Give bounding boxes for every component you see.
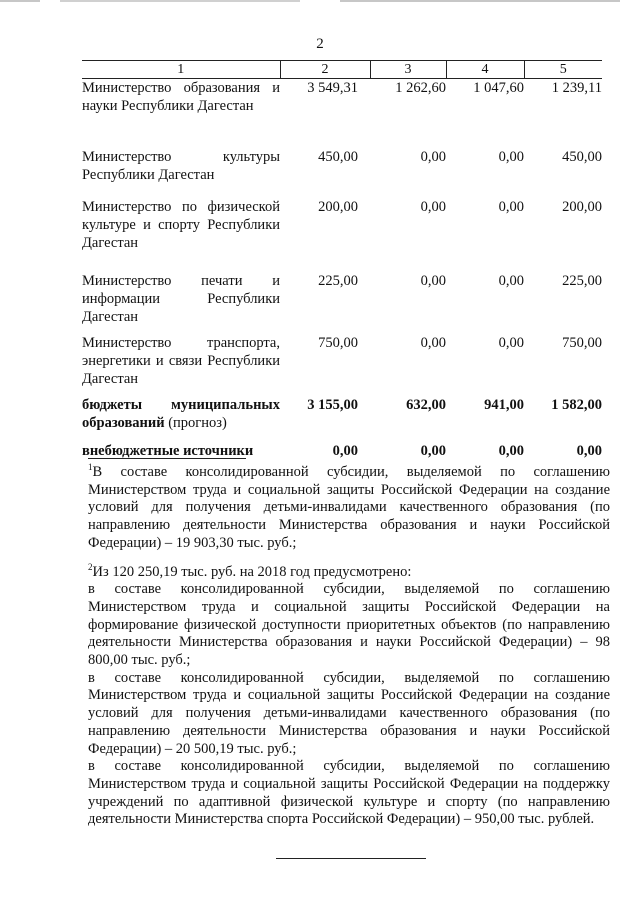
footnote-2-item: в составе консолидированной субсидии, выделяемой по соглашению Министерством труда и социальной защиты Российской Федерации на формирование физической доступности приоритетных объектов (по направлению деятельности Министерства образования и науки Российской Федерации) – 98 800,00 тыс. руб.; [88,581,610,669]
cell-2018: 0,00 [420,442,446,459]
cell-2018: 0,00 [420,148,446,165]
cell-2018: 0,00 [420,334,446,351]
cell-2018: 1 262,60 [395,80,446,96]
cell-total: 450,00 [318,148,358,165]
footnote-2-item: в составе консолидированной субсидии, выделяемой по соглашению Министерством труда и социальной защиты Российской Федерации на создание условий для получения детьми-инвалидами качественного образования (по направлению деятельности Министерства образования и науки Российской Федерации) – 20 500,19 тыс. руб.; [88,669,610,757]
cell-2019: 941,00 [484,396,524,413]
cell-2020: 0,00 [576,442,602,459]
table-row [82,148,602,198]
scan-edge-artifact [0,0,640,2]
cell-2019: 0,00 [498,442,524,459]
cell-2018: 0,00 [420,198,446,215]
table-row [82,198,602,272]
cell-total: 750,00 [318,334,358,351]
row-name [82,396,280,442]
cell-2019: 0,00 [498,272,524,289]
end-separator [276,858,426,859]
cell-2020: 225,00 [562,272,602,289]
footnote-marker: 1 [88,462,93,472]
cell-total: 3 549,31 [307,80,358,96]
footnote-text: Из 120 250,19 тыс. руб. на 2018 год предусмотрено: [92,563,412,580]
footnote-marker: 2 [88,561,93,572]
row-name: Министерство транспорта, энергетики и связи Республики Дагестан [82,334,280,387]
table-header-row [82,61,602,79]
column-header: 4 [446,61,524,79]
column-header: 1 [82,61,280,79]
footnote-text: В составе консолидированной субсидии, выделяемой по соглашению Министерством труда и социальной защиты Российской Федерации на создание условий для получения детьми-инвалидами качественного образования (по направлению деятельности Министерства образования и науки Российской Федерации) – 19 903,30 тыс. руб.; [88,464,610,551]
cell-2020: 1 582,00 [551,396,602,413]
footnotes [88,464,610,829]
cell-total: 0,00 [332,442,358,459]
row-name-bold: бюджеты муниципальных образований [82,396,280,431]
cell-total: 200,00 [318,198,358,215]
page-number: 2 [316,36,324,52]
cell-total: 225,00 [318,272,358,289]
row-name: внебюджетные источники [82,442,254,459]
column-header: 2 [280,61,370,79]
budget-table [82,60,602,462]
footnote-1 [88,464,610,553]
cell-2020: 200,00 [562,198,602,215]
cell-2019: 1 047,60 [473,80,524,96]
row-name: Министерство культуры Республики Дагестан [82,148,280,183]
row-name: Министерство по физической культуре и спорту Республики Дагестан [82,198,280,251]
table-row [82,79,602,148]
column-header: 5 [524,61,602,79]
cell-2019: 0,00 [498,148,524,165]
table-row [82,334,602,396]
row-name: Министерство образования и науки Республики Дагестан [82,80,280,114]
cell-2020: 1 239,11 [551,80,602,96]
footnote-2-item: в составе консолидированной субсидии, выделяемой по соглашению Министерством труда и социальной защиты Российской Федерации на поддержку учреждений по адаптивной физической культуре и спорту (по направлению деятельности Министерства спорта Российской Федерации) – 950,00 тыс. рублей. [88,758,610,828]
cell-2018: 0,00 [420,272,446,289]
cell-2018: 632,00 [406,396,446,413]
row-name: Министерство печати и информации Республики Дагестан [82,272,280,325]
cell-2020: 450,00 [562,148,602,165]
row-name-suffix: (прогноз) [164,414,227,431]
footnote-2-intro [88,561,610,582]
cell-2019: 0,00 [498,334,524,351]
cell-2019: 0,00 [498,198,524,215]
cell-total: 3 155,00 [307,396,358,413]
footnote-separator [88,458,246,459]
cell-2020: 750,00 [562,334,602,351]
table-row [82,272,602,334]
table-row [82,396,602,442]
column-header: 3 [370,61,446,79]
